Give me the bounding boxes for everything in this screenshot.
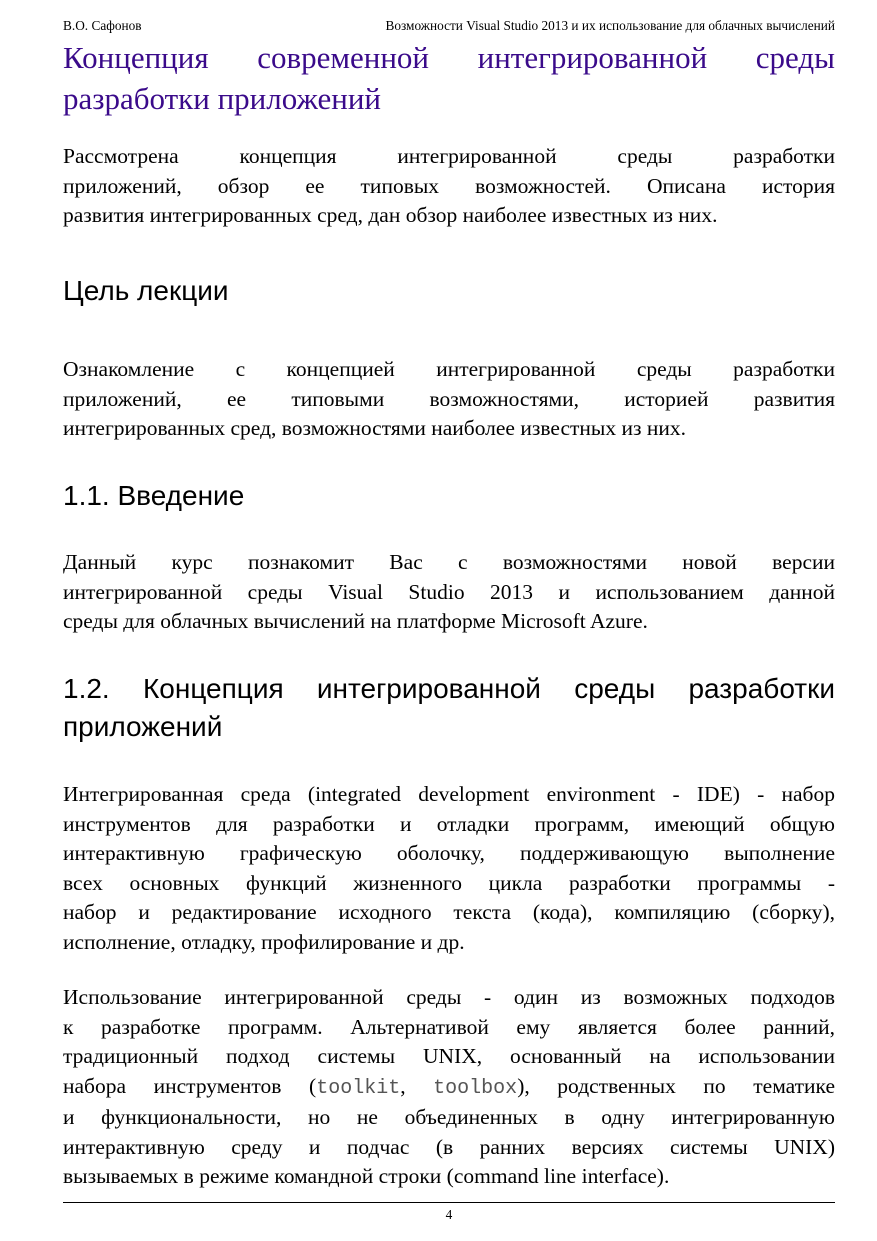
section-1-2-p1-line: всех основных функций жизненного цикла разработки программы - [63, 870, 835, 895]
code-toolkit: toolkit [316, 1076, 401, 1100]
goal-paragraph [63, 355, 835, 444]
running-header [63, 17, 835, 35]
section-1-2-p2-line-with-code [63, 1072, 835, 1104]
goal-line: интегрированных сред, возможностями наиболее известных из них. [63, 416, 686, 440]
header-course-title: Возможности Visual Studio 2013 и их использование для облачных вычислений [385, 18, 835, 33]
section-1-2-p1-line: Интегрированная среда (integrated development environment - IDE) - набор [63, 782, 835, 806]
section-1-2-p1-line: набор и редактирование исходного текста (кода), компиляцию (сборку), [63, 900, 835, 924]
abstract-paragraph [63, 142, 835, 231]
line4-text-after: ), родственных по тематике [517, 1073, 836, 1098]
section-1-2-paragraph-2 [63, 983, 835, 1192]
goal-heading [63, 272, 835, 310]
section-1-2-heading [63, 670, 835, 746]
footer-rule [63, 1202, 835, 1203]
section-1-1-heading [63, 477, 835, 515]
section-1-2-p1-line: исполнение, отладку, профилирование и др. [63, 929, 465, 954]
line4-text-before: набора инструментов ( [63, 1073, 317, 1098]
lecture-title-line-2: разработки приложений [63, 81, 381, 116]
section-1-2-p1-line: инструментов для разработки и отладки программ, имеющий общую [63, 811, 835, 836]
page-number: 4 [445, 1207, 453, 1222]
section-1-2-paragraph-1 [63, 780, 835, 957]
section-1-1-line: интегрированной среды Visual Studio 2013 и использованием данной [63, 579, 835, 604]
section-1-2-p2-line: интерактивную среду и подчас (в ранних версиях системы UNIX) [63, 1134, 835, 1159]
goal-line: Ознакомление с концепцией интегрированной среды разработки [63, 357, 835, 381]
lecture-title-line-1: Концепция современной интегрированной среды [63, 40, 835, 75]
section-1-1-line: среды для облачных вычислений на платформе Microsoft Azure. [63, 609, 648, 633]
abstract-line: развития интегрированных сред, дан обзор наиболее известных из них. [63, 203, 718, 227]
code-separator: , [400, 1073, 434, 1098]
section-1-2-heading-line-1: 1.2. Концепция интегрированной среды разработки [63, 673, 835, 704]
section-1-1-paragraph [63, 548, 835, 637]
section-1-2-p1-line: интерактивную графическую оболочку, поддерживающую выполнение [63, 841, 835, 865]
code-toolbox: toolbox [433, 1076, 518, 1100]
section-1-2-p2-line: и функциональности, но не объединенных в одну интегрированную [63, 1105, 835, 1129]
section-1-2-p2-line: к разработке программ. Альтернативой ему является более ранний, [63, 1014, 835, 1039]
section-1-2-p2-line: традиционный подход системы UNIX, основанный на использовании [63, 1044, 835, 1068]
header-author: В.О. Сафонов [63, 18, 142, 33]
abstract-line: Рассмотрена концепция интегрированной среды разработки [63, 144, 835, 168]
section-1-2-heading-line-2: приложений [63, 711, 223, 742]
goal-line: приложений, ее типовыми возможностями, историей развития [63, 386, 835, 411]
goal-heading-text: Цель лекции [63, 275, 229, 306]
section-1-2-p2-line: Использование интегрированной среды - один из возможных подходов [63, 985, 835, 1009]
section-1-1-line: Данный курс познакомит Вас с возможностями новой версии [63, 550, 835, 574]
section-1-2-p2-line: вызываемых в режиме командной строки (command line interface). [63, 1164, 670, 1188]
section-1-1-heading-text: 1.1. Введение [63, 480, 245, 511]
abstract-line: приложений, обзор ее типовых возможностей. Описана история [63, 173, 835, 198]
lecture-title [63, 37, 835, 119]
